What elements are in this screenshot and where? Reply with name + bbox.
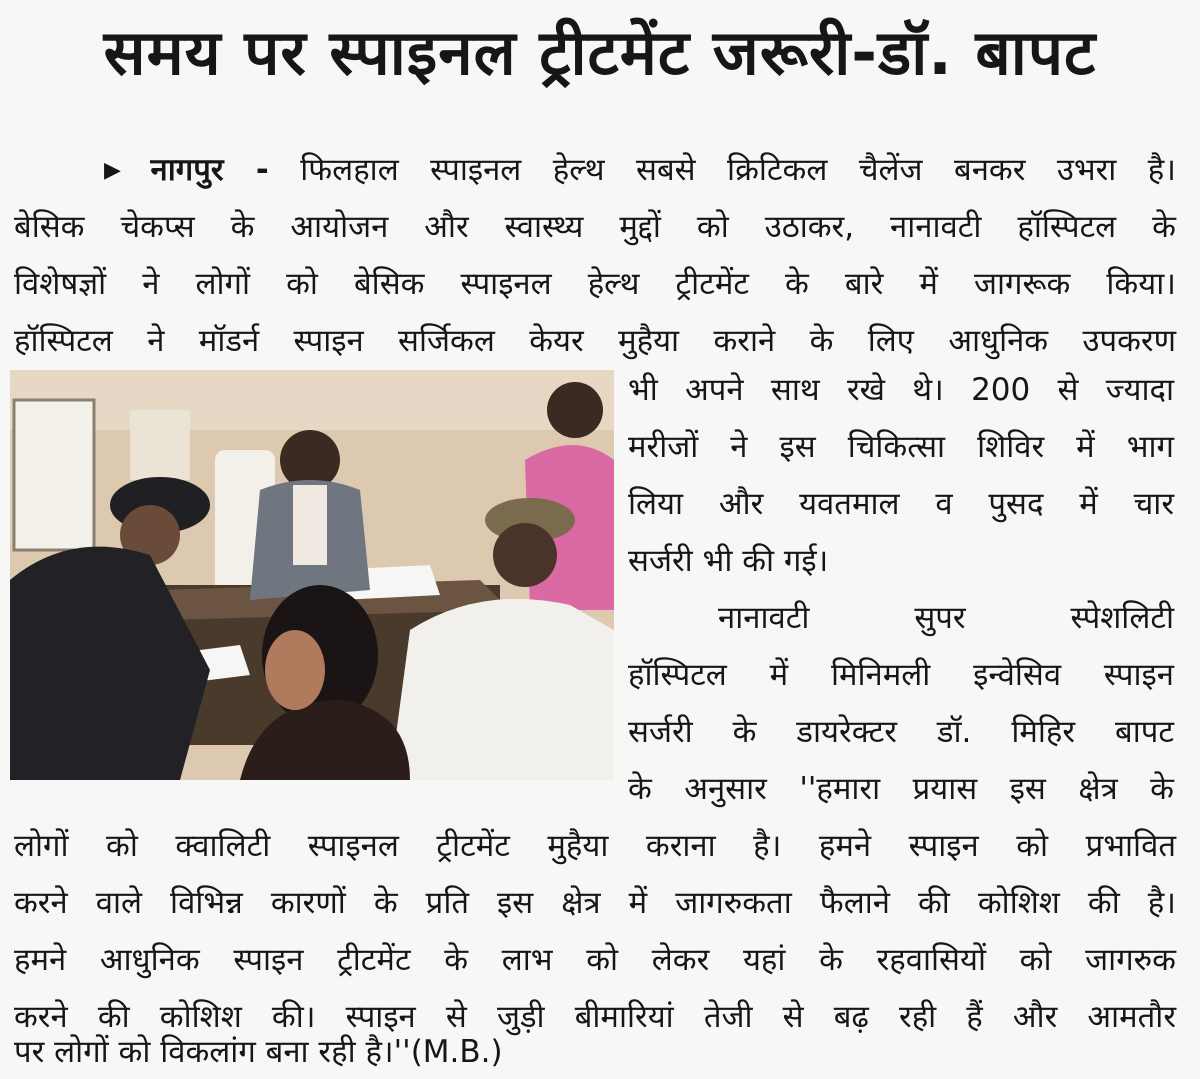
- body-line-3: विशेषज्ञों ने लोगों को बेसिक स्पाइनल हेल्थ ट्रीटमेंट के बारे में जागरूक किया।: [14, 266, 1176, 302]
- body-line-5: भी अपने साथ रखे थे। 200 से ज्यादा: [628, 372, 1174, 408]
- right-triangle-icon: ▶: [104, 158, 143, 183]
- body-text: फिलहाल स्पाइनल हेल्थ सबसे क्रिटिकल चैलेंज बनकर उभरा है।: [300, 152, 1177, 188]
- headline: समय पर स्पाइनल ट्रीटमेंट जरूरी-डॉ. बापट: [103, 16, 1097, 89]
- body-line-12: के अनुसार ''हमारा प्रयास इस क्षेत्र के: [628, 771, 1174, 807]
- body-line-17: पर लोगों को विकलांग बना रही है।''(M.B.): [14, 1034, 503, 1070]
- body-line-11: सर्जरी के डायरेक्टर डॉ. मिहिर बापट: [628, 714, 1174, 750]
- dateline: नागपुर -: [150, 152, 269, 188]
- body-line-16: करने की कोशिश की। स्पाइन से जुड़ी बीमारियां तेजी से बढ़ रही हैं और आमतौर: [14, 999, 1176, 1035]
- body-line-9: नानावटी सुपर स्पेशलिटी: [718, 600, 1174, 636]
- body-line-15: हमने आधुनिक स्पाइन ट्रीटमेंट के लाभ को लेकर यहां के रहवासियों को जागरुक: [14, 942, 1176, 978]
- body-line-4: हॉस्पिटल ने मॉडर्न स्पाइन सर्जिकल केयर मुहैया कराने के लिए आधुनिक उपकरण: [14, 323, 1176, 359]
- article-photo: [10, 370, 614, 780]
- body-line-6: मरीजों ने इस चिकित्सा शिविर में भाग: [628, 429, 1174, 465]
- body-line-1: [104, 148, 1176, 196]
- body-line-14: करने वाले विभिन्न कारणों के प्रति इस क्षेत्र में जागरुकता फैलाने की कोशिश की है।: [14, 885, 1176, 921]
- body-line-8: सर्जरी भी की गई।: [628, 543, 829, 579]
- body-line-13: लोगों को क्वालिटी स्पाइनल ट्रीटमेंट मुहैया कराना है। हमने स्पाइन को प्रभावित: [14, 828, 1176, 864]
- body-line-2: बेसिक चेकप्स के आयोजन और स्वास्थ्य मुद्दों को उठाकर, नानावटी हॉस्पिटल के: [14, 209, 1176, 245]
- body-line-7: लिया और यवतमाल व पुसद में चार: [628, 486, 1174, 522]
- body-line-10: हॉस्पिटल में मिनिमली इन्वेसिव स्पाइन: [628, 657, 1174, 693]
